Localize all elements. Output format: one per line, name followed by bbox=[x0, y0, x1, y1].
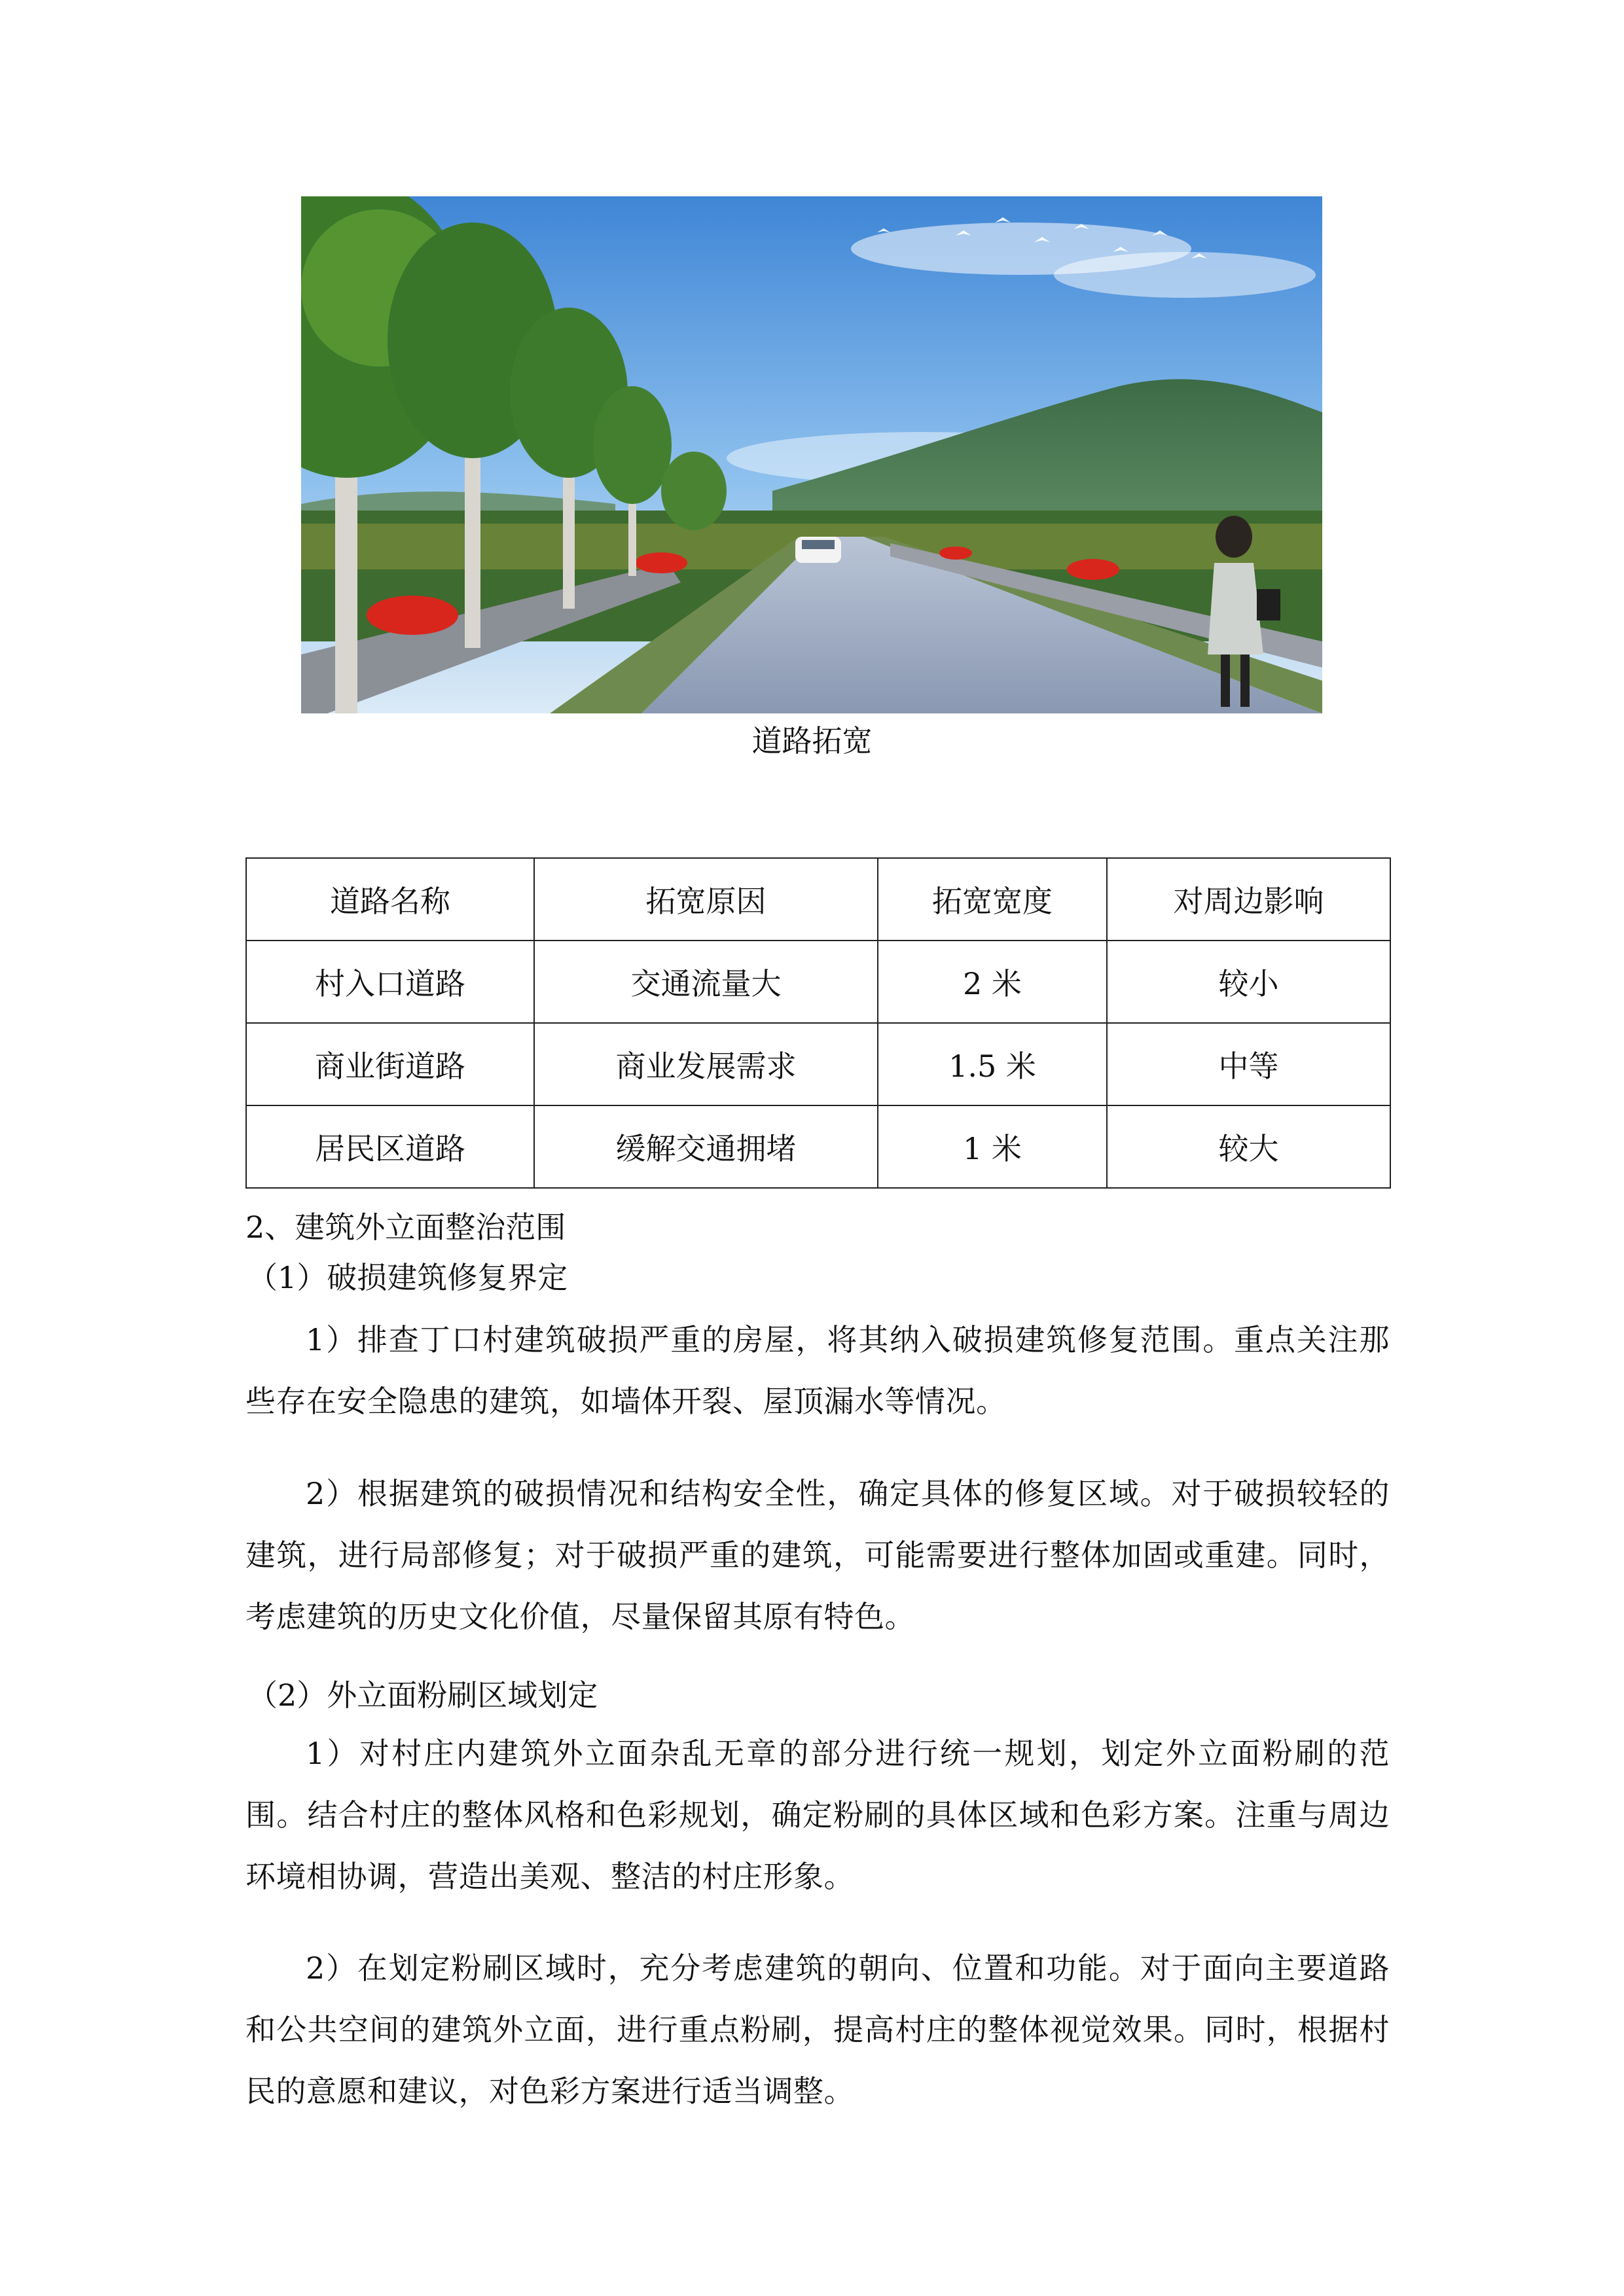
paragraph: 1）对村庄内建筑外立面杂乱无章的部分进行统一规划，划定外立面粉刷的范围。结合村庄的整体风格和色彩规划，确定粉刷的具体区域和色彩方案。注重与周边环境相协调，营造出美观、整洁的村庄形象。 bbox=[245, 1736, 1390, 1894]
table-cell: 交通流量大 bbox=[534, 941, 878, 1023]
table-cell: 较大 bbox=[1107, 1105, 1390, 1188]
table-cell: 商业街道路 bbox=[246, 1023, 534, 1105]
road-widening-image bbox=[301, 196, 1322, 713]
figure-caption: 道路拓宽 bbox=[751, 723, 873, 759]
header-road-name: 道路名称 bbox=[246, 858, 534, 941]
road-widening-table bbox=[245, 857, 1391, 1189]
table-cell: 缓解交通拥堵 bbox=[534, 1105, 878, 1188]
table-row bbox=[246, 1105, 1390, 1188]
header-width: 拓宽宽度 bbox=[878, 858, 1107, 941]
table-header-row bbox=[246, 858, 1390, 941]
subsection-heading-painting: （2）外立面粉刷区域划定 bbox=[247, 1677, 598, 1713]
paragraph: 2）在划定粉刷区域时，充分考虑建筑的朝向、位置和功能。对于面向主要道路和公共空间的建筑外立面，进行重点粉刷，提高村庄的整体视觉效果。同时，根据村民的意愿和建议，对色彩方案进行适当调整。 bbox=[245, 1950, 1390, 2109]
header-reason: 拓宽原因 bbox=[534, 858, 878, 941]
table-cell: 较小 bbox=[1107, 941, 1390, 1023]
table-cell: 1.5 米 bbox=[878, 1023, 1107, 1105]
table-cell: 商业发展需求 bbox=[534, 1023, 878, 1105]
paragraph: 2）根据建筑的破损情况和结构安全性，确定具体的修复区域。对于破损较轻的建筑，进行局部修复；对于破损严重的建筑，可能需要进行整体加固或重建。同时，考虑建筑的历史文化价值，尽量保留其原有特色。 bbox=[245, 1476, 1390, 1634]
table-cell: 村入口道路 bbox=[246, 941, 534, 1023]
table-cell: 居民区道路 bbox=[246, 1105, 534, 1188]
table-cell: 2 米 bbox=[878, 941, 1107, 1023]
section-heading: 2、建筑外立面整治范围 bbox=[245, 1210, 566, 1245]
table-row bbox=[246, 941, 1390, 1023]
header-impact: 对周边影响 bbox=[1107, 858, 1390, 941]
table-cell: 1 米 bbox=[878, 1105, 1107, 1188]
paragraph: 1）排查丁口村建筑破损严重的房屋，将其纳入破损建筑修复范围。重点关注那些存在安全隐患的建筑，如墙体开裂、屋顶漏水等情况。 bbox=[245, 1322, 1390, 1419]
table-cell: 中等 bbox=[1107, 1023, 1390, 1105]
road-illustration bbox=[301, 196, 1322, 713]
table-row bbox=[246, 1023, 1390, 1105]
subsection-heading-repair: （1）破损建筑修复界定 bbox=[247, 1260, 568, 1295]
